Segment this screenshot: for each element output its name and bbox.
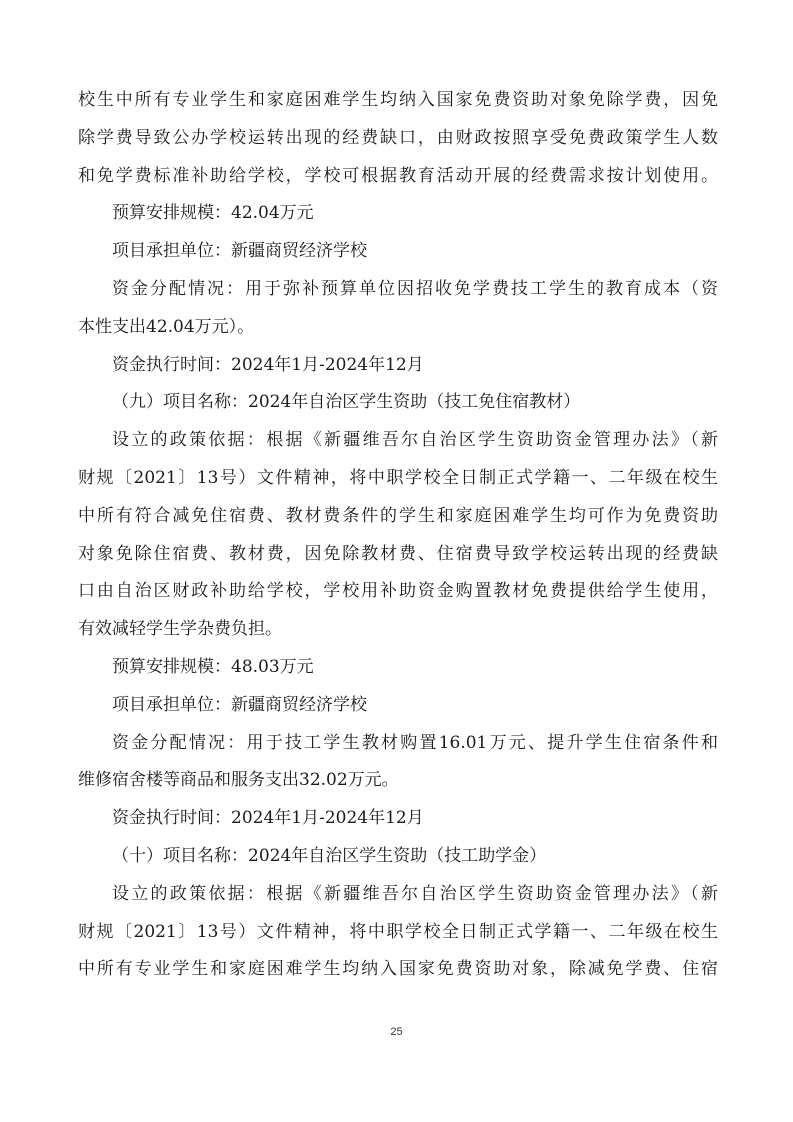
text-line: 预算安排规模：48.03万元 — [112, 656, 314, 677]
text-line: 和免学费标准补助给学校，学校可根据教育活动开展的经费需求按计划使用。 — [78, 165, 718, 186]
text-line: 校生中所有专业学生和家庭困难学生均纳入国家免费资助对象免除学费，因免 — [78, 90, 718, 110]
text-line: 资金分配情况：用于技工学生教材购置16.01万元、提升学生住宿条件和 — [112, 732, 718, 753]
text-line: 设立的政策依据：根据《新疆维吾尔自治区学生资助资金管理办法》（新 — [112, 430, 718, 451]
document-body — [78, 82, 718, 989]
page-number: 25 — [390, 1026, 403, 1038]
text-line: 财规〔2021〕13号）文件精神，将中职学校全日制正式学籍一、二年级在校生 — [78, 467, 718, 488]
text-line: 维修宿舍楼等商品和服务支出32.02万元。 — [78, 770, 399, 791]
text-line: 除学费导致公办学校运转出现的经费缺口，由财政按照享受免费政策学生人数 — [78, 127, 718, 148]
text-line: （十）项目名称：2024年自治区学生资助（技工助学金） — [112, 845, 547, 866]
text-line: 中所有符合减免住宿费、教材费条件的学生和家庭困难学生均可作为免费资助 — [78, 505, 718, 526]
text-line: 设立的政策依据：根据《新疆维吾尔自治区学生资助资金管理办法》（新 — [112, 883, 718, 904]
text-line: 有效减轻学生学杂费负担。 — [78, 619, 282, 640]
text-line: 项目承担单位：新疆商贸经济学校 — [112, 241, 367, 262]
text-line: 资金执行时间：2024年1月-2024年12月 — [112, 808, 424, 829]
text-line: （九）项目名称：2024年自治区学生资助（技工免住宿教材） — [112, 392, 581, 413]
text-line: 中所有专业学生和家庭困难学生均纳入国家免费资助对象，除减免学费、住宿 — [78, 959, 718, 980]
text-line: 资金执行时间：2024年1月-2024年12月 — [112, 354, 424, 375]
text-line: 对象免除住宿费、教材费，因免除教材费、住宿费导致学校运转出现的经费缺 — [78, 543, 718, 564]
text-line: 财规〔2021〕13号）文件精神，将中职学校全日制正式学籍一、二年级在校生 — [78, 921, 718, 942]
text-line: 资金分配情况：用于弥补预算单位因招收免学费技工学生的教育成本（资 — [112, 278, 718, 299]
text-line: 项目承担单位：新疆商贸经济学校 — [112, 694, 367, 715]
text-line: 本性支出42.04万元）。 — [78, 316, 255, 337]
text-line: 口由自治区财政补助给学校，学校用补助资金购置教材免费提供给学生使用， — [78, 581, 718, 602]
text-line: 预算安排规模：42.04万元 — [112, 203, 314, 224]
